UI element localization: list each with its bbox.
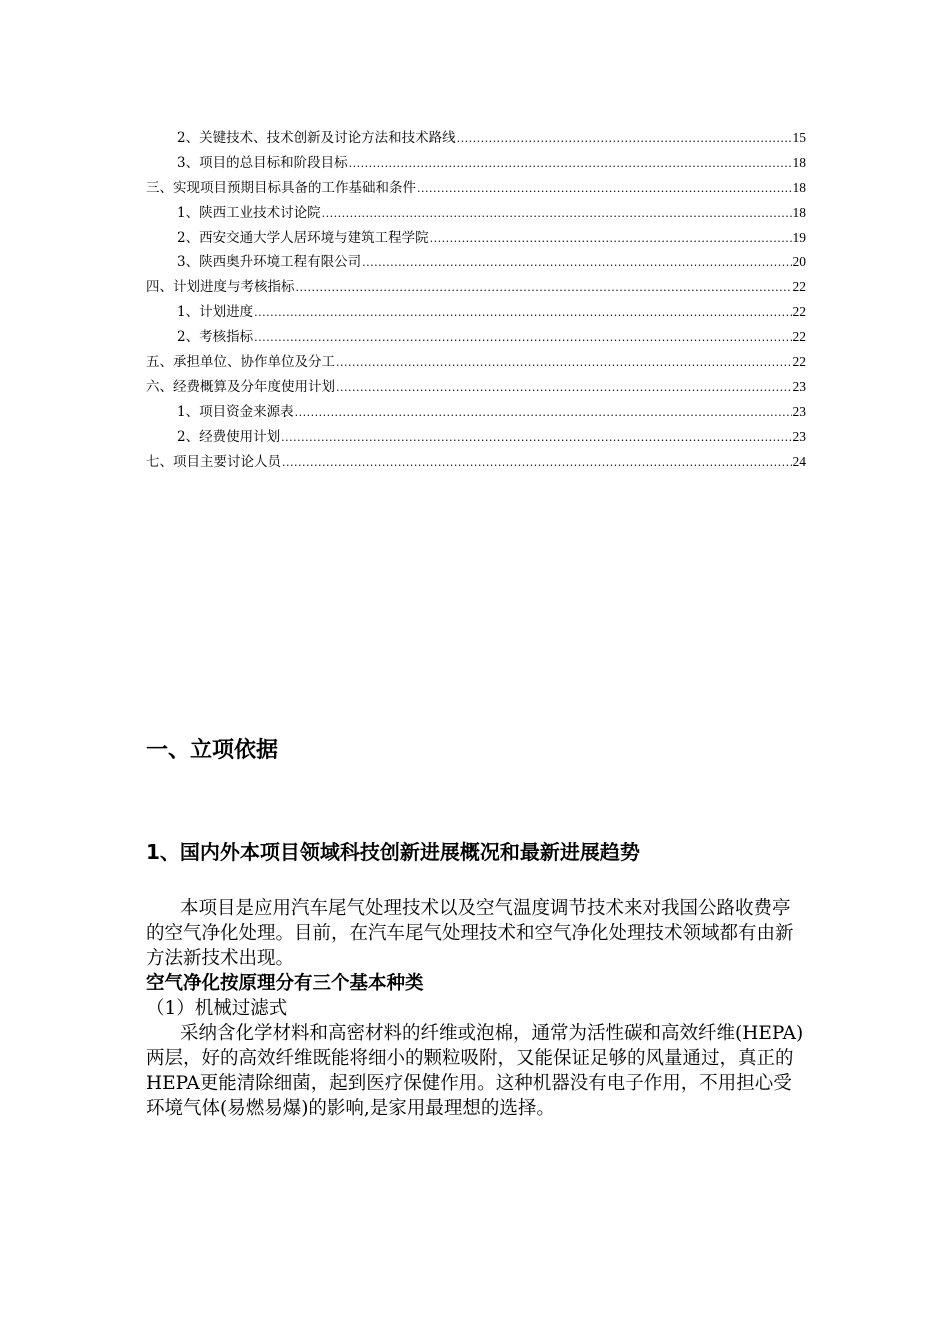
- intro-paragraph: 本项目是应用汽车尾气处理技术以及空气温度调节技术来对我国公路收费亭的空气净化处理。目前，在汽车尾气处理技术和空气净化处理技术领域都有由新方法新技术出现。: [146, 898, 794, 969]
- toc-entry-page: 22: [792, 304, 806, 320]
- toc-entry-page: 23: [792, 378, 806, 394]
- toc-entry[interactable]: [146, 226, 806, 251]
- toc-leader-dots: [336, 357, 792, 368]
- toc-leader-dots: [282, 457, 792, 468]
- toc-entry-label: 1、计划进度: [177, 304, 254, 321]
- toc-entry-page: 22: [792, 329, 806, 345]
- toc-leader-dots: [254, 307, 791, 318]
- toc-entry-page: 15: [792, 130, 806, 145]
- toc-leader-dots: [457, 133, 792, 144]
- toc-entry-label: 3、陕西奥升环境工程有限公司: [177, 254, 362, 271]
- toc-entry[interactable]: [146, 151, 806, 176]
- toc-entry-label: 三、实现项目预期目标具备的工作基础和条件: [146, 179, 416, 196]
- toc-entry[interactable]: [146, 176, 806, 201]
- toc-entry-label: 七、项目主要讨论人员: [146, 453, 281, 470]
- toc-entry-page: 23: [792, 428, 806, 444]
- toc-leader-dots: [322, 208, 792, 219]
- toc-leader-dots: [254, 332, 791, 343]
- toc-entry-page: 19: [792, 229, 806, 245]
- toc-entry-label: 3、项目的总目标和阶段目标: [177, 154, 348, 171]
- toc-entry-label: 六、经费概算及分年度使用计划: [146, 378, 335, 395]
- toc-entry-label: 2、关键技术、技术创新及讨论方法和技术路线: [177, 130, 456, 146]
- toc-entry[interactable]: [146, 250, 806, 275]
- section-title: 一、立项依据: [146, 738, 279, 763]
- item-label: （1）机械过滤式: [146, 998, 288, 1019]
- toc-leader-dots: [362, 257, 791, 268]
- toc-entry[interactable]: [146, 350, 806, 375]
- toc-entry-page: 22: [792, 279, 806, 295]
- toc-entry-page: 22: [792, 354, 806, 370]
- toc-entry-page: 18: [792, 204, 806, 220]
- toc-leader-dots: [349, 158, 792, 169]
- toc-entry-page: 24: [792, 453, 806, 469]
- detail-paragraph: 采纳含化学材料和高密材料的纤维或泡棉，通常为活性碳和高效纤维(HEPA)两层，好的高效纤维既能将细小的颗粒吸附，又能保证足够的风量通过，真正的HEPA更能清除细菌，起到医疗保健作用。这种机器没有电子作用，不用担心受环境气体(易燃易爆)的影响,是家用最理想的选择。: [146, 1023, 804, 1119]
- toc-entry-label: 2、西安交通大学人居环境与建筑工程学院: [177, 229, 429, 246]
- toc-entry[interactable]: [146, 375, 806, 400]
- table-of-contents: [146, 126, 806, 474]
- toc-entry[interactable]: [146, 300, 806, 325]
- toc-entry[interactable]: [146, 450, 806, 475]
- toc-leader-dots: [430, 233, 792, 244]
- toc-entry[interactable]: [146, 126, 806, 151]
- toc-leader-dots: [281, 432, 791, 443]
- toc-entry-label: 2、经费使用计划: [177, 428, 281, 445]
- toc-entry-page: 20: [792, 254, 806, 270]
- toc-entry-label: 五、承担单位、协作单位及分工: [146, 354, 335, 371]
- toc-entry-label: 1、项目资金来源表: [177, 403, 294, 420]
- toc-entry[interactable]: [146, 201, 806, 226]
- body-text: [146, 896, 808, 1121]
- toc-leader-dots: [296, 282, 792, 293]
- toc-leader-dots: [336, 382, 792, 393]
- toc-entry-page: 18: [792, 154, 806, 170]
- toc-entry[interactable]: [146, 425, 806, 450]
- subsection-title: 1、国内外本项目领域科技创新进展概况和最新进展趋势: [146, 840, 640, 864]
- toc-entry[interactable]: [146, 275, 806, 300]
- toc-entry-label: 1、陕西工业技术讨论院: [177, 204, 321, 221]
- toc-leader-dots: [417, 183, 792, 194]
- category-heading: 空气净化按原理分有三个基本种类: [146, 973, 424, 994]
- toc-entry-page: 18: [792, 179, 806, 195]
- toc-entry[interactable]: [146, 400, 806, 425]
- toc-entry-page: 23: [792, 403, 806, 419]
- toc-entry-label: 四、计划进度与考核指标: [146, 279, 295, 296]
- toc-entry[interactable]: [146, 325, 806, 350]
- toc-leader-dots: [295, 407, 792, 418]
- toc-entry-label: 2、考核指标: [177, 329, 254, 346]
